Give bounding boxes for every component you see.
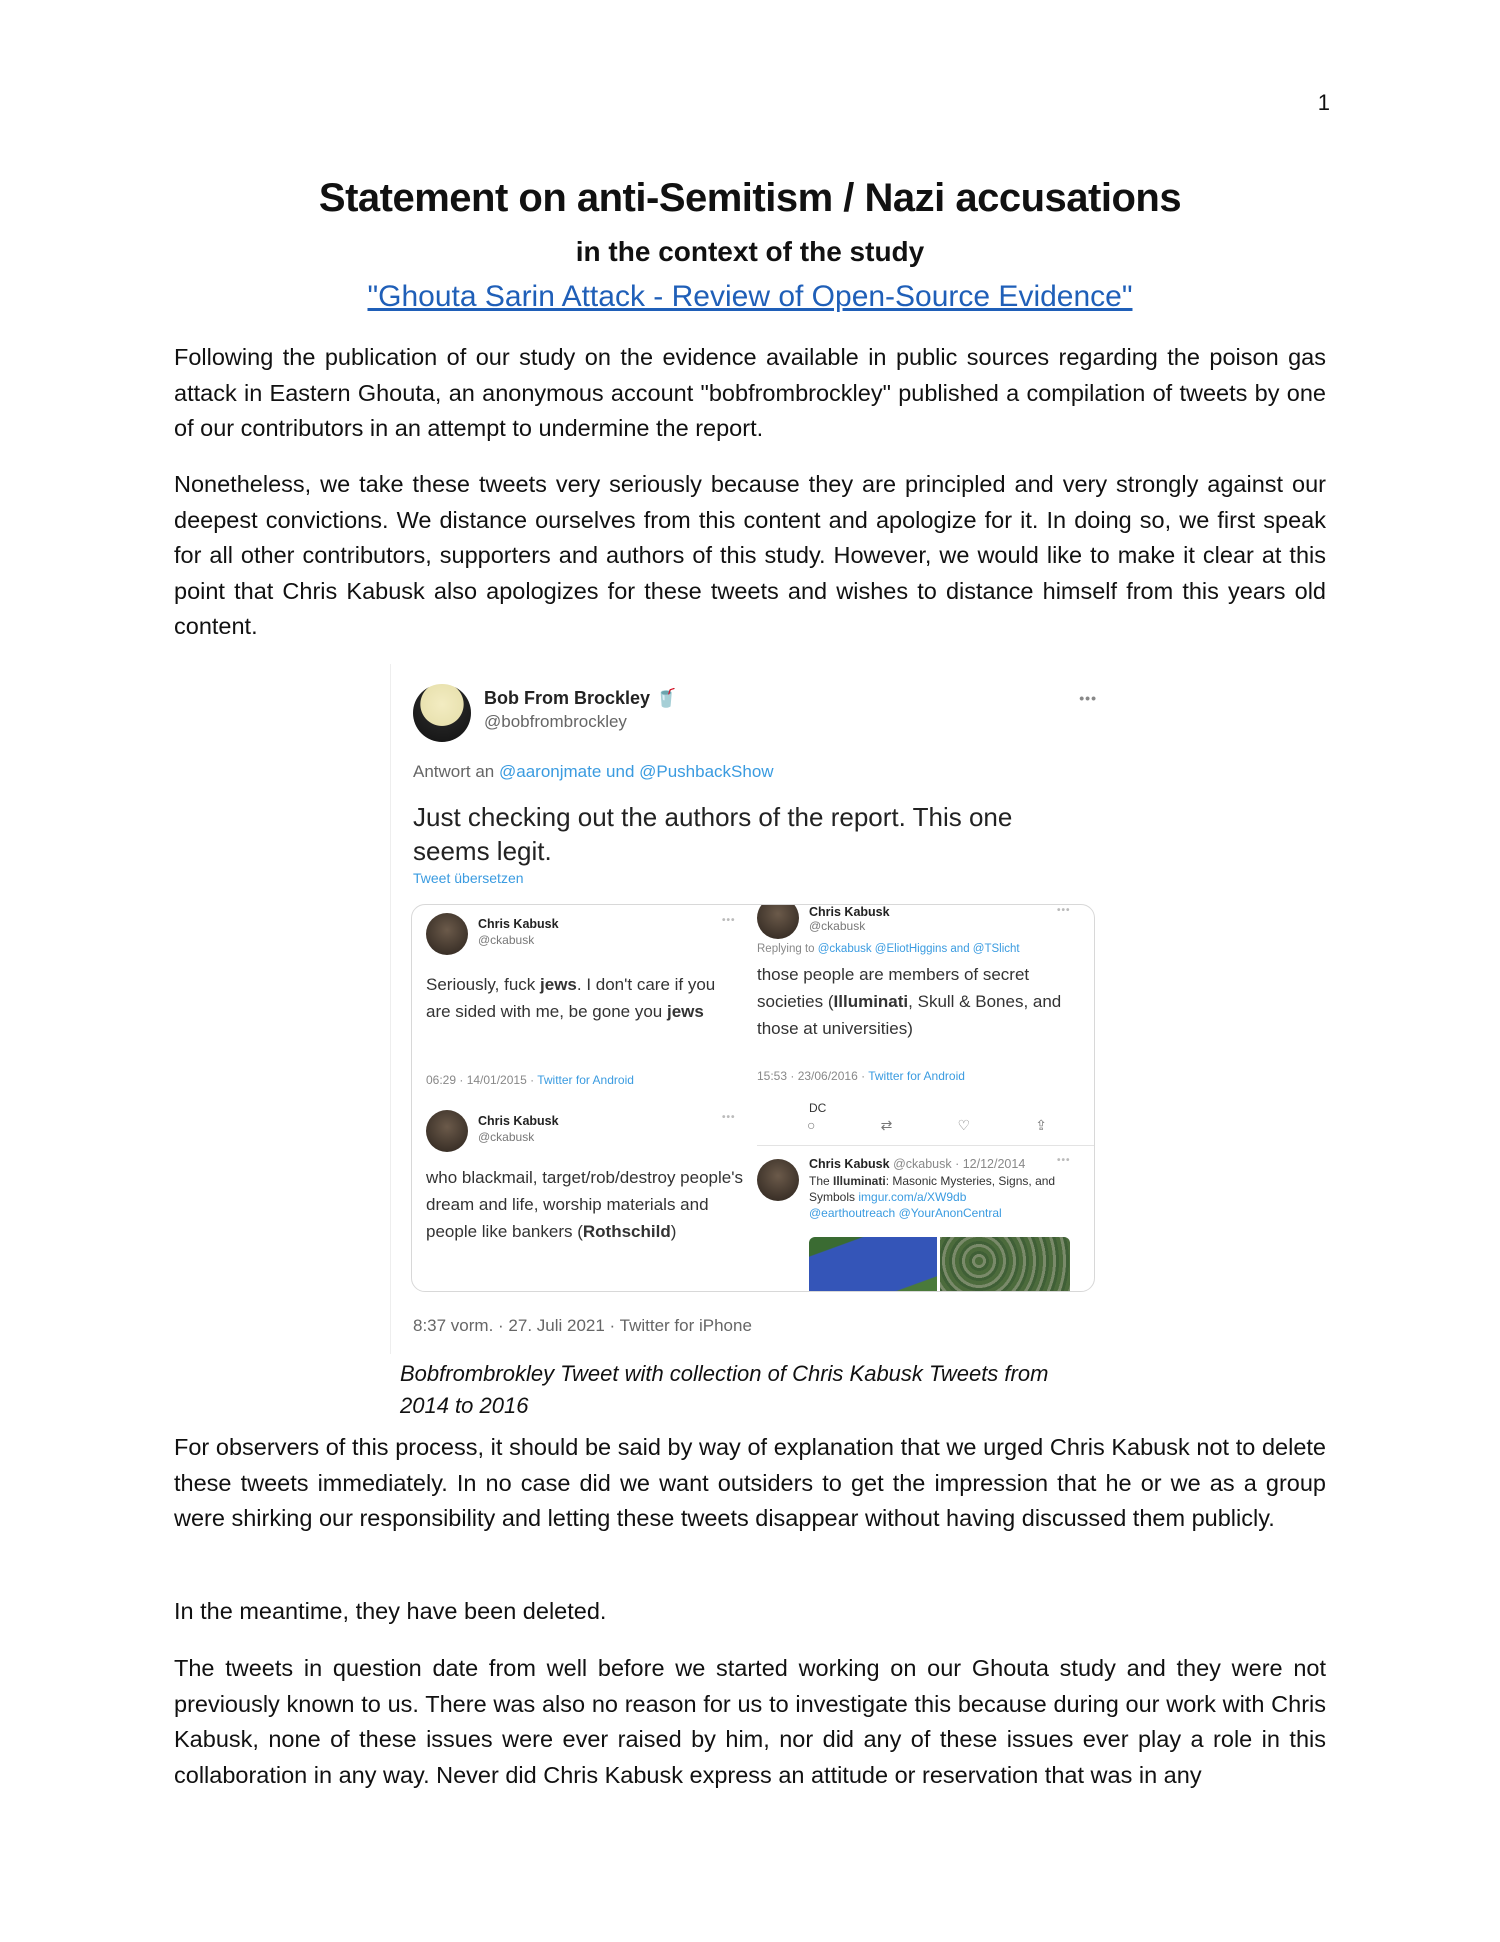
divider bbox=[757, 1145, 1094, 1146]
tweet-screenshot-figure bbox=[390, 664, 1117, 1354]
more-icon: ••• bbox=[1057, 1155, 1071, 1166]
share-icon: ⇪ bbox=[1035, 1117, 1047, 1133]
reply-line: Replying to @ckabusk @EliotHiggins and @TSlicht bbox=[757, 943, 1020, 955]
avatar bbox=[426, 913, 468, 955]
author-line: Chris Kabusk @ckabusk · 12/12/2014 bbox=[809, 1157, 1026, 1171]
tweet-meta: 15:53 · 23/06/2016 · Twitter for Android bbox=[757, 1069, 965, 1083]
paragraph-3: For observers of this process, it should be said by way of explanation that we urged Chris Kabusk not to delete these tweets immediately. In no case did we want outsiders to get the impression that he or we as a group were shirking our responsibility and letting these tweets disappear without having discussed them publicly. bbox=[174, 1434, 1326, 1531]
like-icon: ♡ bbox=[957, 1117, 971, 1133]
paragraph-1: Following the publication of our study on the evidence available in public sources regarding the poison gas attack in Eastern Ghouta, an anonymous account "bobfrombrockley" published a compilation of tweets by one of our contributors in an attempt to undermine the report. bbox=[174, 344, 1326, 441]
study-link[interactable]: "Ghouta Sarin Attack - Review of Open-Source Evidence" bbox=[367, 280, 1133, 313]
dc-label: DC bbox=[809, 1101, 827, 1115]
embedded-tweet-3: Chris Kabusk @ckabusk ••• Replying to @ckabusk @EliotHiggins and @TSlicht those people are members of secret societies (Illuminati, Skull & Bones, and those at universities) 15:53 · 23/06/2016 · Twitter for Android DC ○ ⇄ ♡ ⇪ bbox=[757, 905, 1094, 1145]
avatar bbox=[426, 1110, 468, 1152]
more-icon: ••• bbox=[722, 1112, 736, 1123]
study-link-wrapper bbox=[0, 280, 1500, 314]
more-icon: ••• bbox=[722, 915, 736, 926]
bob-avatar bbox=[413, 684, 471, 742]
cup-emoji-icon: 🥤 bbox=[655, 688, 678, 708]
paragraph-2: Nonetheless, we take these tweets very seriously because they are principled and very strongly against our deepest convictions. We distance ourselves from this content and apologize for it. In doing so, we first speak for all other contributors, supporters and authors of this study. However, we would like to make it clear at this point that Chris Kabusk also apologizes for these tweets and wishes to distance himself from this years old content. bbox=[174, 471, 1326, 639]
tweet-text: Just checking out the authors of the report. This one seems legit. bbox=[413, 802, 1013, 866]
tweet-reply-line: Antwort an @aaronjmate und @PushbackShow bbox=[413, 762, 774, 781]
reply-icon: ○ bbox=[807, 1117, 816, 1133]
retweet-icon: ⇄ bbox=[880, 1117, 893, 1133]
page-number: 1 bbox=[1317, 90, 1330, 115]
embedded-tweet-1: Chris Kabusk @ckabusk ••• Seriously, fuck jews. I don't care if you are sided with me, be gone you jews 06:29 · 14/01/2015 · Twitter for Android bbox=[426, 915, 736, 1087]
tweet-text: those people are members of secret societies (Illuminati, Skull & Bones, and those at universities) bbox=[757, 965, 1062, 1038]
tweet-text: who blackmail, target/rob/destroy people's dream and life, worship materials and people like bankers (Rothschild) bbox=[426, 1168, 743, 1241]
tweet-meta: 06:29 · 14/01/2015 · Twitter for Android bbox=[426, 1073, 634, 1087]
paragraph-5: The tweets in question date from well before we started working on our Ghouta study and they were not previously known to us. There was also no reason for us to investigate this because during our work with Chris Kabusk, none of these issues were ever raised by him, nor did any of these issues ever play a role in this collaboration in any way. Never did Chris Kabusk express an attitude or reservation that was in any bbox=[174, 1655, 1326, 1788]
avatar bbox=[757, 904, 799, 939]
map-image-1 bbox=[809, 1237, 937, 1292]
figure-caption: Bobfrombrokley Tweet with collection of Chris Kabusk Tweets from 2014 to 2016 bbox=[400, 1361, 1049, 1418]
tweet-author-name: Bob From Brockley 🥤 bbox=[484, 688, 678, 708]
tweet-author-handle: @bobfrombrockley bbox=[484, 712, 627, 731]
more-icon: ••• bbox=[1079, 690, 1097, 706]
embedded-tweet-2: Chris Kabusk @ckabusk ••• who blackmail, target/rob/destroy people's dream and life, worship materials and people like bankers (Rothschild) bbox=[412, 1110, 752, 1290]
more-icon: ••• bbox=[1057, 905, 1071, 916]
tweet-actions bbox=[807, 1117, 1047, 1134]
tweet-text: The Illuminati: Masonic Mysteries, Signs, and Symbols imgur.com/a/XW9db @earthoutreach @YourAnonCentral bbox=[809, 1174, 1056, 1220]
avatar bbox=[757, 1159, 799, 1201]
map-image-2 bbox=[940, 1237, 1070, 1292]
translate-tweet: Tweet übersetzen bbox=[413, 870, 524, 886]
page-title: Statement on anti-Semitism / Nazi accusations bbox=[318, 176, 1182, 220]
embedded-tweets-collage bbox=[411, 904, 1095, 1292]
tweet-text: Seriously, fuck jews. I don't care if you are sided with me, be gone you jews bbox=[426, 975, 716, 1021]
tweet-footer: 8:37 vorm. · 27. Juli 2021 · Twitter for iPhone bbox=[413, 1316, 752, 1335]
reply-targets: @aaronjmate und @PushbackShow bbox=[499, 762, 774, 781]
paragraph-4: In the meantime, they have been deleted. bbox=[174, 1598, 607, 1624]
page-subtitle: in the context of the study bbox=[575, 236, 925, 267]
embedded-tweet-4 bbox=[757, 1153, 1094, 1292]
